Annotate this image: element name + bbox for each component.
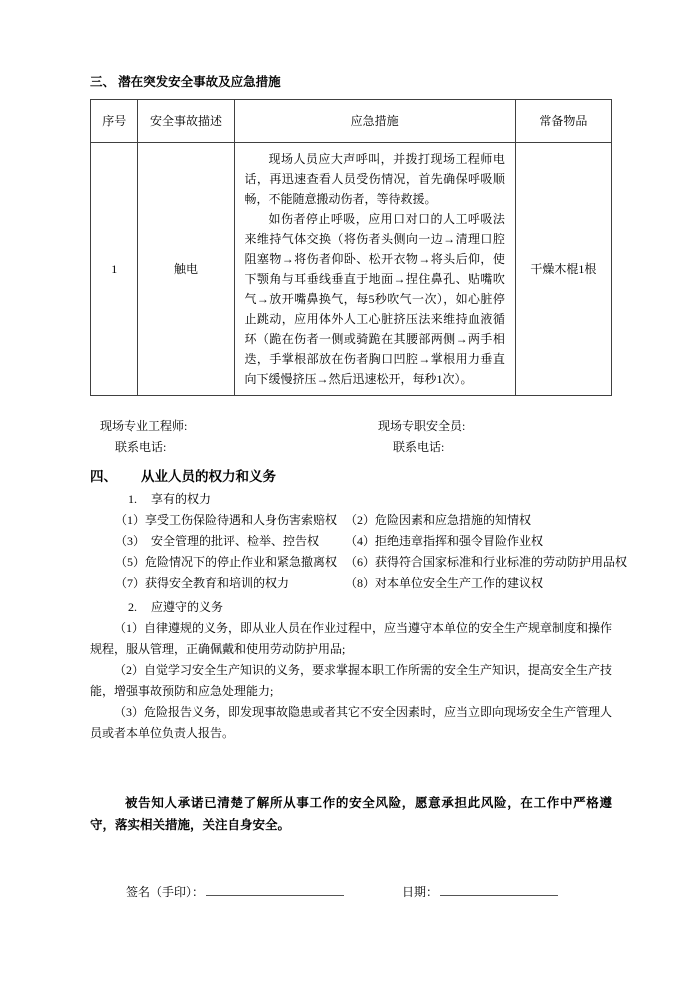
right-item-2: （2）危险因素和应急措施的知情权 [345,513,532,527]
rights-subheading [128,489,612,510]
commitment-statement: 被告知人承诺已清楚了解所从事工作的安全风险，愿意承担此风险，在工作中严格遵守，落实相关措施，关注自身安全。 [90,796,612,832]
rights-subheading-title: 享有的权力 [151,492,212,506]
site-safety-officer-label: 现场专职安全员: [378,419,466,433]
duty-item-2: （2）自觉学习安全生产知识的义务，要求掌握本职工作所需的安全生产知识，提高安全生产技能，增强事故预防和应急处理能力; [90,663,613,698]
date-blank-line[interactable] [440,881,558,896]
signoff-phones-row [90,437,612,458]
table-header-row [91,100,612,143]
emergency-measures-table [90,99,612,396]
section3-heading: 三、 潜在突发安全事故及应急措施 [90,75,281,89]
right-item-7: （7）获得安全教育和培训的权力 [115,576,290,590]
right-item-6: （6）获得符合国家标准和行业标准的劳动防护用品权 [345,555,628,569]
duties-subheading [128,597,612,618]
rights-row [90,552,628,573]
rights-row [90,510,612,531]
right-item-3: （3） 安全管理的批评、检举、控告权 [115,534,320,548]
cell-standby-items: 干燥木棍1根 [515,143,611,396]
signoff-names-row [90,416,612,437]
signoff-block [90,416,612,458]
officer-phone-label: 联系电话: [393,440,445,454]
right-item-1: （1）享受工伤保险待遇和人身伤害索赔权 [115,513,338,527]
header-accident-description: 安全事故描述 [138,100,234,143]
rights-subheading-number: 1. [128,492,137,506]
rights-row [90,531,612,552]
signature-block [90,881,612,903]
cell-emergency-measures [234,143,515,396]
cell-accident-description: 触电 [138,143,234,396]
site-engineer-label: 现场专业工程师: [100,419,188,433]
section4-number: 四、 [90,469,117,484]
engineer-phone-label: 联系电话: [115,440,167,454]
signature-blank-line[interactable] [206,881,344,896]
measures-paragraph-2: 如伤者停止呼吸，应用口对口的人工呼吸法来维持气体交换（将伤者头侧向一边→清理口腔阻塞物→将伤者仰卧、松开衣物→将头后仰，使下颚角与耳垂线垂直于地面→捏住鼻孔、贴嘴吹气→放开嘴鼻换气，每5秒吹气一次），如心脏停止跳动，应用体外人工心脏挤压法来维持血液循环（跪在伤者一侧或骑跪在其腰部两侧→两手相迭，手掌根部放在伤者胸口凹腔→掌根用力垂直向下缓慢挤压→然后迅速松开，每秒1次）。 [244,212,505,386]
section4-heading [90,466,612,487]
section4-title: 从业人员的权力和义务 [141,469,276,484]
table-row [91,143,612,396]
signature-label: 签名（手印）： [126,885,205,899]
header-emergency-measures: 应急措施 [234,100,515,143]
duty-item-1: （1）自律遵规的义务，即从业人员在作业过程中，应当遵守本单位的安全生产规章制度和操作规程，服从管理，正确佩戴和使用劳动防护用品; [90,621,613,656]
right-item-4: （4）拒绝违章指挥和强令冒险作业权 [345,534,544,548]
rights-list [90,510,628,594]
date-label: 日期： [402,885,439,899]
right-item-8: （8）对本单位安全生产工作的建议权 [345,576,544,590]
duties-subheading-title: 应遵守的义务 [151,600,224,614]
header-seq-no: 序号 [91,100,138,143]
duties-subheading-number: 2. [128,600,137,614]
right-item-5: （5）危险情况下的停止作业和紧急撤离权 [115,555,338,569]
measures-paragraph-1: 现场人员应大声呼叫，并拨打现场工程师电话，再迅速查看人员受伤情况，首先确保呼吸顺畅，不能随意搬动伤者，等待救援。 [244,152,505,206]
duty-item-3: （3）危险报告义务，即发现事故隐患或者其它不安全因素时，应当立即向现场安全生产管理人员或者本单位负责人报告。 [90,705,613,740]
cell-seq-no: 1 [91,143,138,396]
header-standby-items: 常备物品 [515,100,611,143]
rights-row [90,573,612,594]
